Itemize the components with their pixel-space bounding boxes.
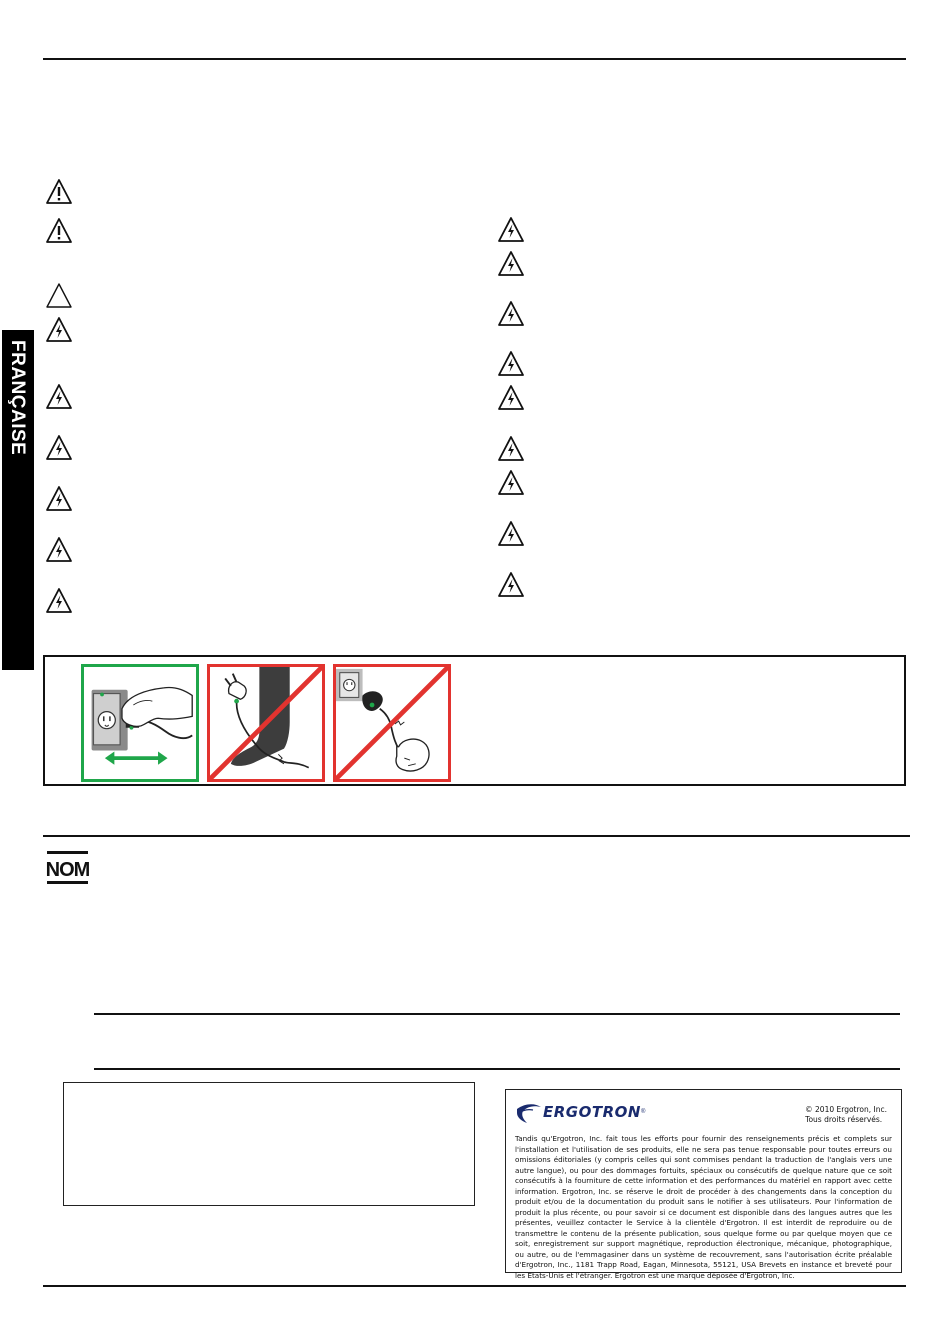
electrical-hazard-icon	[45, 383, 73, 411]
language-side-tab	[2, 330, 34, 670]
language-label: FRANÇAISE	[7, 340, 28, 456]
electrical-hazard-icon	[497, 384, 525, 412]
electrical-hazard-icon	[497, 469, 525, 497]
nom-certification-icon	[46, 850, 89, 885]
ergotron-logo	[515, 1098, 645, 1126]
section-rule	[43, 835, 910, 837]
electrical-hazard-icon	[45, 587, 73, 615]
electrical-hazard-icon	[497, 216, 525, 244]
electrical-hazard-icon	[45, 316, 73, 344]
bottom-rule	[43, 1285, 906, 1287]
electrical-hazard-icon	[497, 571, 525, 599]
electrical-hazard-icon	[45, 485, 73, 513]
electrical-hazard-icon	[497, 250, 525, 278]
brand-registered-mark: ®	[640, 1109, 646, 1115]
signature-line-1	[94, 1013, 900, 1015]
blank-info-box	[63, 1082, 475, 1206]
legal-disclaimer-text: Tandis qu'Ergotron, Inc. fait tous les efforts pour fournir des renseignements précis et complets sur l'installation et l'utilisation de ses produits, elle ne sera pas tenue responsable pour toutes erreurs ou omissions éditoriales (y compris celles qui sont commises pendant la traduction de l'anglais vers une autre langue), ou pour des dommages fortuits, spéciaux ou consécutifs de quelque nature que ce soit consécutifs à la fourniture de cette information et des performances du matériel en rapport avec cette information. Ergotron, Inc. se réserve le droit de procéder à des changements dans la conception du produit et/ou de la documentation du produit sans le notifier à ses utilisateurs. Pour l'information de produit la plus récente, ou pour savoir si ce document est disponible dans des langues autres que les présentes, veuillez contacter le Service à la clientèle d'Ergotron. Il est interdit de reproduire ou de transmettre le contenu de la présente publication, sous quelque forme ou par quelque moyen que ce soit, enregistrement sur support magnétique, reproduction électronique, mécanique, photographique, ou autre, ou de l'emmagasiner dans un système de recouvrement, sans l'autorisation écrite préalable d'Ergotron, Inc., 1181 Trapp Road, Eagan, Minnesota, 55121, USA Brevets en instance et breveté pour les Etats-Unis et l'étranger. Ergotron est une marque déposée d'Ergotron, Inc.	[515, 1134, 892, 1280]
do-not-step-on-cord-illustration	[207, 664, 325, 782]
top-rule	[43, 58, 906, 60]
electrical-hazard-icon	[497, 520, 525, 548]
correct-unplug-grip-illustration	[81, 664, 199, 782]
do-not-pull-cord-illustration	[333, 664, 451, 782]
electrical-hazard-icon	[497, 350, 525, 378]
nom-logo-text: NOM	[46, 859, 89, 881]
brand-name: ERGOTRON	[543, 1103, 641, 1121]
electrical-hazard-icon	[497, 300, 525, 328]
copyright-line-1: © 2010 Ergotron, Inc.	[805, 1105, 887, 1114]
copyright-notice-box	[505, 1089, 902, 1280]
copyright-line-2: Tous droits réservés.	[805, 1115, 883, 1124]
electrical-hazard-icon	[45, 536, 73, 564]
ergotron-swoosh-icon	[515, 1099, 541, 1125]
power-cord-illustration-box	[43, 655, 906, 786]
copyright-statement	[805, 1105, 887, 1125]
triangle-outline-icon	[45, 282, 73, 310]
electrical-hazard-icon	[497, 435, 525, 463]
caution-icon	[45, 217, 73, 245]
electrical-hazard-icon	[45, 434, 73, 462]
caution-icon	[45, 178, 73, 206]
signature-line-2	[94, 1068, 900, 1070]
